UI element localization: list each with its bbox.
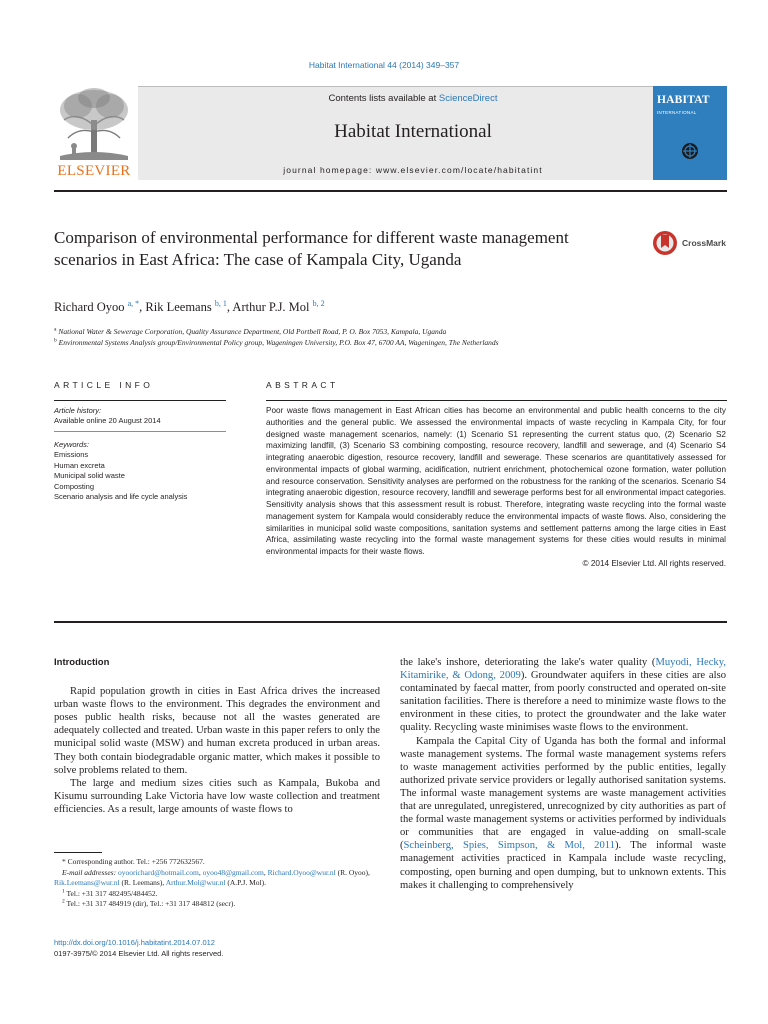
paper-title: Comparison of environmental performance for different waste management scenarios in East Africa: The case of Kampala City, Uganda — [54, 228, 569, 269]
affiliation-mark: b — [54, 337, 57, 344]
email-link[interactable]: oyoorichard@hotmail.com — [117, 867, 199, 877]
journal-masthead — [54, 86, 727, 180]
masthead-rule — [54, 190, 727, 192]
sciencedirect-link[interactable]: ScienceDirect — [438, 93, 498, 104]
cover-subtitle: INTERNATIONAL — [657, 110, 697, 115]
keyword: Composting — [54, 481, 95, 491]
footnote-mark: 2 — [62, 898, 65, 905]
email-link[interactable]: Rik.Leemans@wur.nl — [54, 878, 120, 888]
author-name: Richard Oyoo — [54, 300, 125, 314]
footnote-text: Tel.: +31 317 484919 (dir), Tel.: +31 317 484812 (secr). — [66, 899, 236, 909]
author-affiliation-mark[interactable]: a, * — [127, 298, 140, 308]
abstract-body — [266, 405, 726, 570]
doi-block — [54, 938, 223, 959]
affiliation-text: Environmental Systems Analysis group/Environmental Policy group, Wageningen University, P.O. Box 47, 6700 AA, Wageningen, The Netherlands — [58, 338, 499, 347]
body-text: the lake's inshore, deteriorating the lake's water quality ( — [400, 657, 656, 668]
email-addresses: E-mail addresses: oyoorichard@hotmail.com, oyoo48@gmail.com, Richard.Oyoo@wur.nl (R. Oyoo), Rik.Leemans@wur.nl (R. Leemans), Arthur.Mol@wur.nl (A.P.J. Mol). — [54, 867, 370, 888]
article-info-divider — [54, 431, 226, 432]
elsevier-tree-icon — [54, 86, 134, 162]
contents-line — [138, 93, 688, 104]
doi-link[interactable]: http://dx.doi.org/10.1016/j.habitatint.2014.07.012 — [54, 938, 215, 947]
author-affiliation-mark[interactable]: b, 1 — [214, 298, 227, 308]
contents-prefix: Contents lists available at — [328, 93, 439, 104]
crossmark-badge[interactable] — [652, 229, 732, 259]
corresponding-author-note: * Corresponding author. Tel.: +256 772632567. — [62, 857, 205, 866]
author-separator: , — [139, 300, 146, 314]
body-column-left — [54, 656, 380, 816]
issn-line: 0197-3975/© 2014 Elsevier Ltd. All rights reserved. — [54, 948, 224, 958]
footnote-rule — [54, 852, 102, 853]
body-text: Kampala the Capital City of Uganda has both the formal and informal waste management systems. The formal waste management systems refers to waste management activities performed by the public entities, legally authorized private service providers or legally authorised sanitation systems. The informal waste management systems are waste management activities that are unregulated, unregistered, unrecognized by city authorities as part of the formal waste management systems or activities performed by individuals or communities that are engaged in value-adding on small-scale ( — [400, 735, 726, 852]
abstract-copyright: © 2014 Elsevier Ltd. All rights reserved. — [582, 558, 726, 568]
keywords-block — [54, 440, 226, 502]
journal-homepage-link[interactable]: journal homepage: www.elsevier.com/locate/habitatint — [283, 165, 543, 175]
body-paragraph — [400, 656, 726, 735]
author-name: Arthur P.J. Mol — [232, 300, 310, 314]
footnotes — [54, 857, 380, 910]
keyword: Municipal solid waste — [54, 471, 125, 481]
article-history-value: Available online 20 August 2014 — [54, 416, 161, 426]
author-name: Rik Leemans — [145, 300, 212, 314]
article-history — [54, 406, 226, 427]
crossmark-icon — [652, 229, 678, 257]
article-info-rule — [54, 400, 226, 401]
keywords-label: Keywords: — [54, 440, 90, 449]
cover-emblem-icon — [681, 142, 699, 160]
journal-cover-thumbnail — [653, 86, 727, 180]
front-matter-rule — [54, 621, 727, 623]
cover-title: HABITAT — [657, 94, 710, 106]
footnote-text: Tel.: +31 317 482495/484452. — [66, 888, 158, 898]
author-separator: , — [226, 300, 233, 314]
reference-link[interactable]: Scheinberg, Spies, Simpson, & Mol, 2011 — [403, 840, 615, 852]
email-label: E-mail addresses: — [62, 867, 117, 877]
keyword: Human excreta — [54, 460, 105, 470]
introduction-heading: Introduction — [54, 657, 110, 668]
email-link[interactable]: Richard.Oyoo@wur.nl — [267, 867, 336, 877]
body-paragraph: The large and medium sizes cities such as Kampala, Bukoba and Kisumu surrounding Lake Victoria have low waste collection and treatment efficiencies. As a result, large amounts of waste flows to — [54, 777, 380, 815]
journal-banner — [138, 86, 688, 180]
email-owner: (R. Oyoo), — [335, 867, 370, 877]
body-text: ). Groundwater aquifers in these cities are also contaminated by faecal matter, from poorly constructed and operated on-site sanitation facilities. There is therefore a need to minimize waste flows to the environment in these cities, to protect the groundwater and the lake water quality. Recycling waste minimises waste flows to the environment. — [400, 670, 726, 734]
journal-name: Habitat International — [334, 121, 492, 142]
footnote — [54, 899, 380, 910]
elsevier-wordmark: ELSEVIER — [57, 163, 131, 179]
body-paragraph: Rapid population growth in cities in East Africa drives the increased urban waste flows to the environment. This degrades the environment and poses public health risks, because not all the wastes generated are adequately collected and treated. Urban waste in this paper refers to only the municipal solid waste (MSW) and human excreta produced in urban areas. They both contain biodegradable organic matter, which makes it possible to solve problems related to them. — [54, 686, 380, 776]
abstract-rule — [266, 400, 727, 401]
journal-citation[interactable]: Habitat International 44 (2014) 349–357 — [308, 60, 460, 70]
email-owner: (R. Leemans), — [119, 878, 166, 888]
affiliation-text: National Water & Sewerage Corporation, Quality Assurance Department, Old Portbell Road, P. O. Box 7053, Kampala, Uganda — [58, 327, 447, 336]
affiliation — [54, 327, 446, 336]
reference-link[interactable]: Muyodi, Hecky, Kitamirike, & Odong, 2009 — [400, 657, 726, 682]
elsevier-logo — [54, 86, 134, 180]
email-link[interactable]: oyoo48@gmail.com — [202, 867, 264, 877]
article-history-label: Article history: — [54, 406, 102, 415]
body-column-right — [400, 656, 726, 892]
email-link[interactable]: Arthur.Mol@wur.nl — [165, 878, 226, 888]
email-owner: (A.P.J. Mol). — [225, 878, 266, 888]
keyword: Scenario analysis and life cycle analysis — [54, 492, 188, 502]
crossmark-label: CrossMark — [682, 238, 726, 248]
abstract-text: Poor waste flows management in East African cities has become an environmental and public health concerns to the city authorities and the general public. We assessed the environmental impacts of waste recycling in Kampala City, for four designed waste management scenarios, namely: (1) Scenario S1 representing the current status quo, (2) Scenario S2 maximizing landfill, (3) Scenario S3 combining composting, resource recovery, landfill and sewerage, and (4) Scenario S4 integrating anaerobic digestion, resource recovery, landfill and sewerage. These scenarios are quantitatively assessed for environmental impacts of global warming, acidification, nutrient enrichment, photochemical ozone formation, water pollution and resource conservation. Sensitivity analyses are performed on the robustness for the ranking of the scenarios. Scenario S4 integrating anaerobic digestion, resource recovery, landfill and sewerage performs best for all environmental impact categories. Sensitivity analysis shows that this assessment result is robust. Therefore, integrating waste recycling into the formal waste management system for Kampala would considerably reduce the environmental impacts of waste flows. Also, considering the similarities in municipal solid waste compositions, sanitation systems and settlement patterns among the large cities in East Africa, assimilating waste recycling into the formal waste management systems for these cities would results in minimal environmental impacts for their waste flows. — [266, 406, 726, 556]
affiliation-mark: a — [54, 326, 57, 333]
author-list — [54, 300, 325, 315]
author-affiliation-mark[interactable]: b, 2 — [312, 298, 325, 308]
abstract-heading: ABSTRACT — [266, 380, 339, 390]
body-text: ). The informal waste management activities practiced in Kampala include waste recycling, composting, open burning and open dumping, but to unknown extents. This makes it challenging to comprehensively — [400, 840, 727, 891]
footnote-mark: 1 — [62, 888, 65, 895]
body-paragraph — [400, 735, 726, 892]
footnote — [54, 889, 380, 900]
affiliation — [54, 338, 499, 347]
keyword: Emissions — [54, 450, 89, 460]
article-info-heading: ARTICLE INFO — [54, 380, 154, 390]
